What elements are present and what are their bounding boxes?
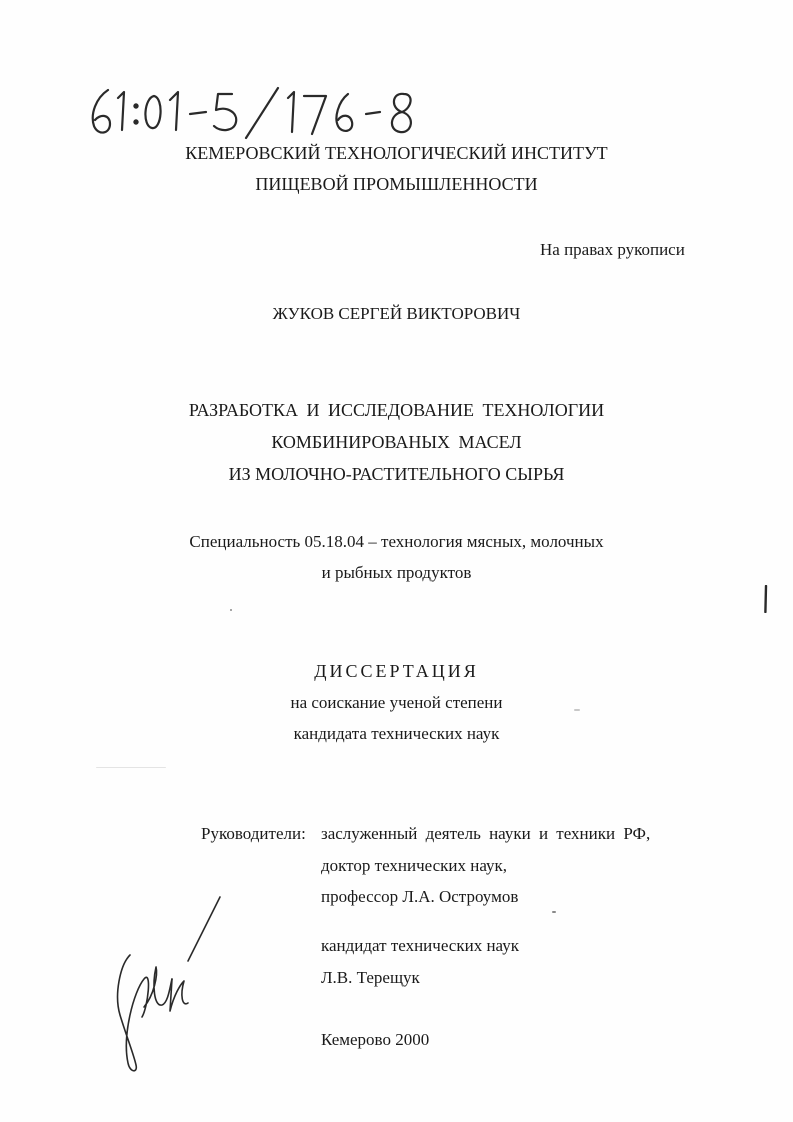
supervisors-label: Руководители: xyxy=(201,824,306,843)
scan-speck xyxy=(230,609,232,611)
supervisor1-degree: доктор технических наук, xyxy=(321,856,508,875)
scan-speck xyxy=(552,911,556,913)
handwritten-signature xyxy=(100,895,230,1080)
degree-line1: на соискание ученой степени xyxy=(290,693,503,712)
scan-speck xyxy=(96,767,166,768)
institute-name-line1: КЕМЕРОВСКИЙ ТЕХНОЛОГИЧЕСКИЙ ИНСТИТУТ xyxy=(185,143,608,163)
dissertation-heading: ДИССЕРТАЦИЯ xyxy=(314,661,479,681)
scan-speck xyxy=(574,709,580,711)
institute-name-line2: ПИЩЕВОЙ ПРОМЫШЛЕННОСТИ xyxy=(255,174,538,194)
supervisor2-name: Л.В. Терещук xyxy=(321,968,420,987)
supervisor1-title: заслуженный деятель науки и техники РФ, xyxy=(321,824,651,843)
margin-mark xyxy=(763,585,769,613)
thesis-title-line1: РАЗРАБОТКА И ИССЛЕДОВАНИЕ ТЕХНОЛОГИИ xyxy=(188,400,605,420)
margin-mark-drawing xyxy=(763,585,769,613)
manuscript-note: На правах рукописи xyxy=(540,240,685,259)
specialty-line1: Специальность 05.18.04 – технология мясных, молочных xyxy=(189,532,604,551)
author-name: ЖУКОВ СЕРГЕЙ ВИКТОРОВИЧ xyxy=(272,304,521,323)
signature-drawing xyxy=(100,895,230,1080)
supervisor1-name: профессор Л.А. Остроумов xyxy=(321,887,519,906)
city-year: Кемерово 2000 xyxy=(321,1030,430,1049)
thesis-title-line2: КОМБИНИРОВАНЫХ МАСЕЛ xyxy=(271,432,522,452)
handwritten-catalog-code xyxy=(86,84,426,140)
supervisor2-degree: кандидат технических наук xyxy=(321,936,519,955)
handwritten-code-drawing xyxy=(86,84,426,140)
degree-line2: кандидата технических наук xyxy=(293,724,500,743)
specialty-line2: и рыбных продуктов xyxy=(321,563,472,582)
thesis-title-line3: ИЗ МОЛОЧНО-РАСТИТЕЛЬНОГО СЫРЬЯ xyxy=(228,464,565,484)
